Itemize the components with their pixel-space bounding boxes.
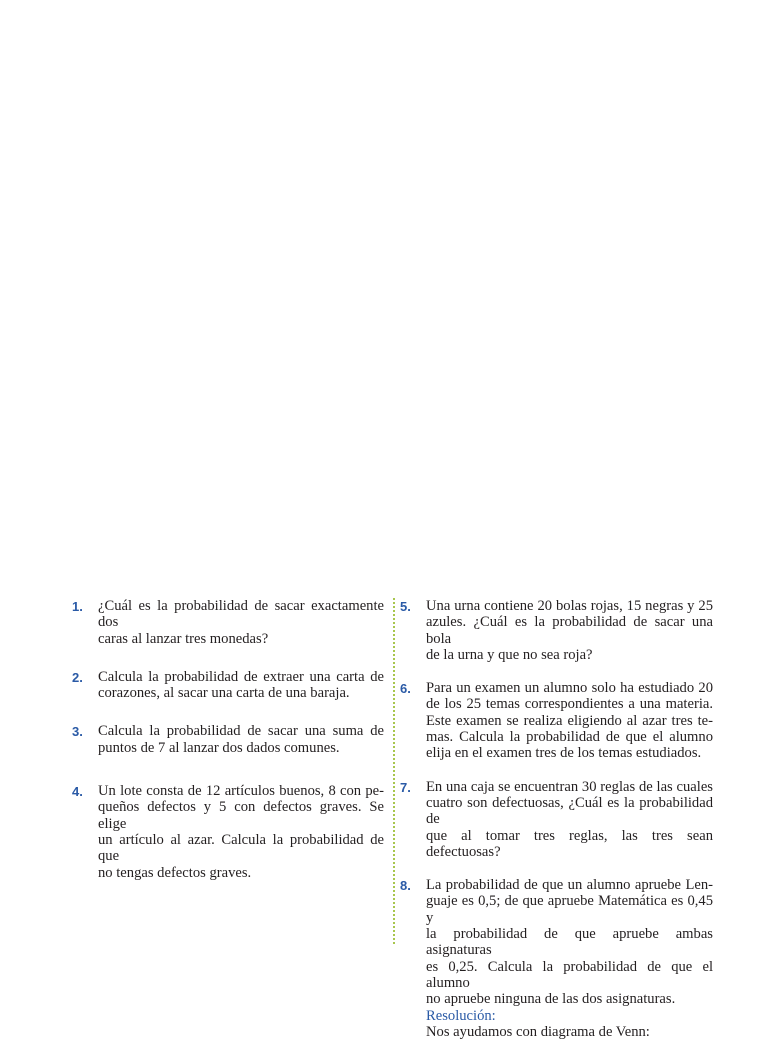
problem-line: cuatro son defectuosas, ¿Cuál es la probabilidad de bbox=[426, 794, 713, 828]
problem-line: de los 25 temas correspondientes a una materia. bbox=[426, 696, 713, 713]
problem-number: 8. bbox=[400, 878, 411, 894]
problem-text bbox=[98, 783, 384, 881]
problem-text bbox=[98, 723, 384, 756]
problem-line: es 0,25. Calcula la probabilidad de que el alumno bbox=[426, 958, 713, 991]
problem-line: no apruebe ninguna de las dos asignaturas. bbox=[426, 991, 676, 1008]
problem-line: guaje es 0,5; de que apruebe Matemática es 0,45 y bbox=[426, 893, 713, 926]
problem-line: En una caja se encuentran 30 reglas de las cuales bbox=[426, 778, 713, 795]
problem-line: corazones, al sacar una carta de una baraja. bbox=[98, 685, 350, 702]
problem-number: 5. bbox=[400, 599, 411, 614]
problem-number: 1. bbox=[72, 599, 83, 614]
problem-line: la probabilidad de que apruebe ambas asignaturas bbox=[426, 926, 713, 959]
problem-line: puntos de 7 al lanzar dos dados comunes. bbox=[98, 739, 340, 756]
problem-8 bbox=[400, 877, 713, 1040]
problem-6 bbox=[400, 680, 713, 761]
problem-line: La probabilidad de que un alumno apruebe Len- bbox=[426, 877, 713, 894]
problem-number: 2. bbox=[72, 669, 83, 685]
problem-7 bbox=[400, 779, 713, 860]
problem-number: 3. bbox=[72, 724, 83, 740]
problem-text bbox=[426, 680, 713, 761]
problem-line: Este examen se realiza eligiendo al azar tres te- bbox=[426, 712, 713, 729]
problem-line: no tengas defectos graves. bbox=[98, 864, 252, 881]
problem-line: elija en el examen tres de los temas estudiados. bbox=[426, 745, 702, 762]
problem-text bbox=[426, 877, 713, 1007]
problem-text bbox=[98, 598, 384, 647]
problem-3 bbox=[72, 723, 384, 756]
problem-5 bbox=[400, 598, 713, 663]
left-column bbox=[72, 598, 384, 881]
problem-text bbox=[98, 669, 384, 702]
problem-4 bbox=[72, 783, 384, 881]
right-column bbox=[400, 598, 713, 1040]
problem-line: Para un examen un alumno solo ha estudiado 20 bbox=[426, 680, 713, 697]
problem-line: ¿Cuál es la probabilidad de sacar exactamente dos bbox=[98, 598, 384, 631]
problem-line: azules. ¿Cuál es la probabilidad de sacar una bola bbox=[426, 614, 713, 647]
problem-line: mas. Calcula la probabilidad de que el alumno bbox=[426, 729, 713, 746]
problem-line: Una urna contiene 20 bolas rojas, 15 negras y 25 bbox=[426, 598, 713, 614]
problem-line: Calcula la probabilidad de extraer una carta de bbox=[98, 668, 384, 685]
resolution-text: Nos ayudamos con diagrama de Venn: bbox=[426, 1023, 650, 1040]
problem-number: 6. bbox=[400, 681, 411, 697]
problem-line: de la urna y que no sea roja? bbox=[426, 646, 593, 663]
problem-number: 4. bbox=[72, 784, 83, 800]
problem-line: Un lote consta de 12 artículos buenos, 8 con pe- bbox=[98, 783, 384, 800]
column-divider bbox=[393, 598, 395, 944]
problem-1 bbox=[72, 598, 384, 647]
problem-line: Calcula la probabilidad de sacar una suma de bbox=[98, 723, 384, 740]
resolution-label: Resolución: bbox=[426, 1007, 496, 1024]
problem-text bbox=[426, 779, 713, 860]
problem-line: queños defectos y 5 con defectos graves. Se elige bbox=[98, 799, 384, 832]
problem-2 bbox=[72, 669, 384, 702]
problem-text bbox=[426, 598, 713, 663]
problem-number: 7. bbox=[400, 779, 411, 795]
problem-line: que al tomar tres reglas, las tres sean defectuosas? bbox=[426, 827, 713, 860]
problem-line: un artículo al azar. Calcula la probabilidad de que bbox=[98, 831, 384, 865]
problem-line: caras al lanzar tres monedas? bbox=[98, 630, 269, 647]
